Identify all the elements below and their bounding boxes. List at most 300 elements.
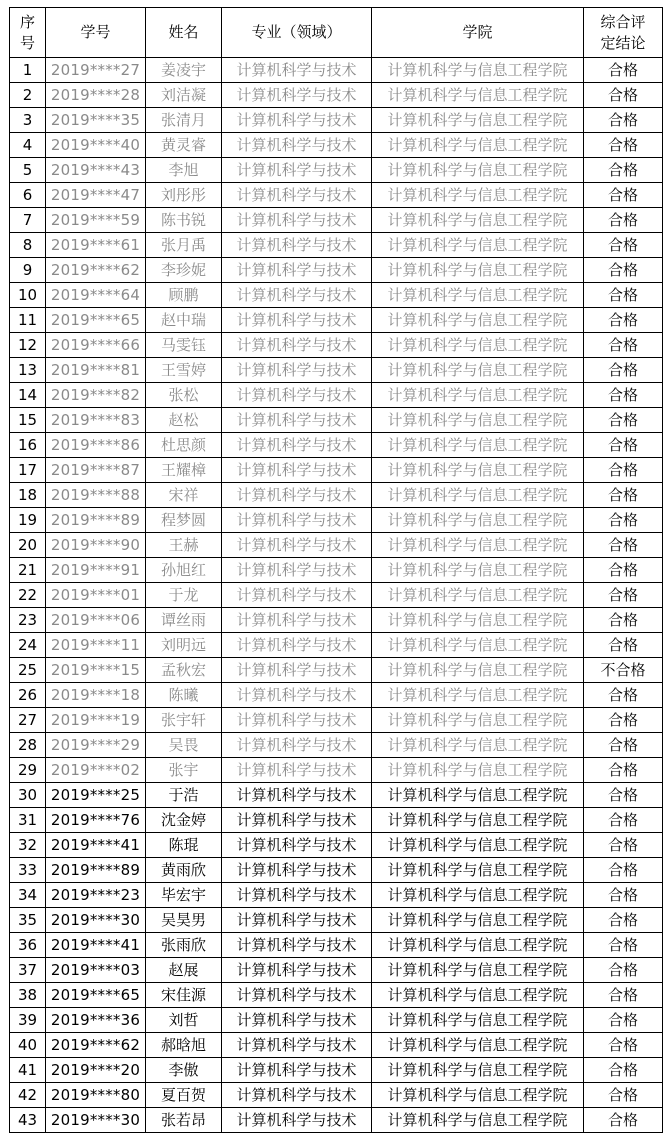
cell-college: 计算机科学与信息工程学院 [372,483,584,508]
cell-student-id: 2019****82 [46,383,146,408]
cell-name: 王耀樟 [146,458,222,483]
cell-major: 计算机科学与技术 [222,508,372,533]
cell-student-id: 2019****35 [46,108,146,133]
cell-result: 合格 [584,1058,663,1083]
table-row [10,783,663,808]
cell-name: 孙旭红 [146,558,222,583]
cell-college: 计算机科学与信息工程学院 [372,1033,584,1058]
cell-college: 计算机科学与信息工程学院 [372,783,584,808]
cell-seq: 8 [10,233,46,258]
cell-name: 王雪婷 [146,358,222,383]
cell-result: 合格 [584,508,663,533]
cell-major: 计算机科学与技术 [222,308,372,333]
cell-name: 张宇 [146,758,222,783]
cell-college: 计算机科学与信息工程学院 [372,583,584,608]
cell-seq: 28 [10,733,46,758]
cell-result: 合格 [584,458,663,483]
cell-seq: 19 [10,508,46,533]
cell-name: 吴畏 [146,733,222,758]
cell-result: 合格 [584,233,663,258]
cell-result: 合格 [584,483,663,508]
cell-student-id: 2019****90 [46,533,146,558]
cell-college: 计算机科学与信息工程学院 [372,158,584,183]
cell-seq: 39 [10,1008,46,1033]
cell-college: 计算机科学与信息工程学院 [372,258,584,283]
cell-seq: 34 [10,883,46,908]
cell-college: 计算机科学与信息工程学院 [372,1058,584,1083]
cell-student-id: 2019****25 [46,783,146,808]
cell-major: 计算机科学与技术 [222,483,372,508]
cell-result: 合格 [584,958,663,983]
cell-major: 计算机科学与技术 [222,933,372,958]
cell-major: 计算机科学与技术 [222,1033,372,1058]
cell-college: 计算机科学与信息工程学院 [372,283,584,308]
cell-major: 计算机科学与技术 [222,958,372,983]
cell-name: 赵展 [146,958,222,983]
cell-seq: 13 [10,358,46,383]
cell-student-id: 2019****91 [46,558,146,583]
cell-major: 计算机科学与技术 [222,833,372,858]
cell-major: 计算机科学与技术 [222,708,372,733]
cell-result: 合格 [584,933,663,958]
cell-student-id: 2019****27 [46,58,146,83]
table-row [10,733,663,758]
cell-major: 计算机科学与技术 [222,283,372,308]
cell-college: 计算机科学与信息工程学院 [372,608,584,633]
cell-student-id: 2019****81 [46,358,146,383]
cell-major: 计算机科学与技术 [222,358,372,383]
cell-seq: 2 [10,83,46,108]
cell-college: 计算机科学与信息工程学院 [372,833,584,858]
cell-seq: 26 [10,683,46,708]
cell-name: 杜思颜 [146,433,222,458]
cell-college: 计算机科学与信息工程学院 [372,383,584,408]
cell-major: 计算机科学与技术 [222,683,372,708]
cell-student-id: 2019****28 [46,83,146,108]
table-row [10,708,663,733]
cell-name: 李珍妮 [146,258,222,283]
cell-college: 计算机科学与信息工程学院 [372,658,584,683]
cell-college: 计算机科学与信息工程学院 [372,633,584,658]
cell-student-id: 2019****01 [46,583,146,608]
cell-result: 合格 [584,558,663,583]
cell-name: 陈曦 [146,683,222,708]
cell-result: 合格 [584,433,663,458]
cell-result: 合格 [584,908,663,933]
cell-name: 陈书锐 [146,208,222,233]
table-row [10,858,663,883]
table-row [10,383,663,408]
cell-name: 李旭 [146,158,222,183]
table-row [10,958,663,983]
cell-seq: 4 [10,133,46,158]
cell-name: 马雯钰 [146,333,222,358]
cell-major: 计算机科学与技术 [222,383,372,408]
table-row [10,683,663,708]
cell-name: 刘哲 [146,1008,222,1033]
header-row [10,8,663,58]
cell-name: 张若昂 [146,1108,222,1133]
cell-major: 计算机科学与技术 [222,133,372,158]
cell-student-id: 2019****65 [46,983,146,1008]
table-row [10,308,663,333]
cell-seq: 42 [10,1083,46,1108]
table-row [10,433,663,458]
cell-student-id: 2019****62 [46,258,146,283]
cell-major: 计算机科学与技术 [222,1083,372,1108]
cell-seq: 6 [10,183,46,208]
cell-college: 计算机科学与信息工程学院 [372,433,584,458]
cell-major: 计算机科学与技术 [222,608,372,633]
table-row [10,158,663,183]
cell-name: 于龙 [146,583,222,608]
cell-seq: 14 [10,383,46,408]
cell-student-id: 2019****43 [46,158,146,183]
cell-college: 计算机科学与信息工程学院 [372,183,584,208]
cell-result: 合格 [584,358,663,383]
cell-major: 计算机科学与技术 [222,733,372,758]
cell-major: 计算机科学与技术 [222,1008,372,1033]
cell-major: 计算机科学与技术 [222,158,372,183]
cell-name: 孟秋宏 [146,658,222,683]
cell-college: 计算机科学与信息工程学院 [372,933,584,958]
table-row [10,483,663,508]
header-result-line-1: 综合评 [600,12,646,31]
cell-result: 合格 [584,258,663,283]
cell-name: 沈金婷 [146,808,222,833]
cell-major: 计算机科学与技术 [222,58,372,83]
cell-major: 计算机科学与技术 [222,533,372,558]
cell-major: 计算机科学与技术 [222,1108,372,1133]
cell-college: 计算机科学与信息工程学院 [372,683,584,708]
cell-result: 合格 [584,408,663,433]
cell-seq: 23 [10,608,46,633]
cell-college: 计算机科学与信息工程学院 [372,858,584,883]
header-result-line-2: 定结论 [600,33,646,52]
cell-seq: 27 [10,708,46,733]
cell-student-id: 2019****88 [46,483,146,508]
cell-college: 计算机科学与信息工程学院 [372,333,584,358]
cell-name: 程梦圆 [146,508,222,533]
cell-seq: 20 [10,533,46,558]
cell-student-id: 2019****76 [46,808,146,833]
cell-result: 合格 [584,758,663,783]
cell-college: 计算机科学与信息工程学院 [372,708,584,733]
cell-seq: 31 [10,808,46,833]
cell-college: 计算机科学与信息工程学院 [372,883,584,908]
cell-result: 合格 [584,883,663,908]
table-row [10,283,663,308]
table-row [10,808,663,833]
cell-major: 计算机科学与技术 [222,983,372,1008]
cell-student-id: 2019****83 [46,408,146,433]
cell-student-id: 2019****41 [46,933,146,958]
cell-major: 计算机科学与技术 [222,883,372,908]
table-row [10,1083,663,1108]
table-row [10,658,663,683]
cell-result: 合格 [584,708,663,733]
cell-result: 合格 [584,133,663,158]
cell-major: 计算机科学与技术 [222,808,372,833]
cell-college: 计算机科学与信息工程学院 [372,958,584,983]
cell-seq: 10 [10,283,46,308]
cell-result: 合格 [584,1108,663,1133]
cell-college: 计算机科学与信息工程学院 [372,1083,584,1108]
cell-college: 计算机科学与信息工程学院 [372,733,584,758]
cell-result: 合格 [584,108,663,133]
table-row [10,133,663,158]
cell-college: 计算机科学与信息工程学院 [372,208,584,233]
cell-major: 计算机科学与技术 [222,858,372,883]
cell-student-id: 2019****62 [46,1033,146,1058]
cell-seq: 43 [10,1108,46,1133]
cell-name: 张清月 [146,108,222,133]
table-row [10,908,663,933]
table-row [10,1108,663,1133]
cell-student-id: 2019****64 [46,283,146,308]
cell-result: 合格 [584,1008,663,1033]
cell-name: 王赫 [146,533,222,558]
cell-college: 计算机科学与信息工程学院 [372,83,584,108]
cell-student-id: 2019****03 [46,958,146,983]
cell-student-id: 2019****86 [46,433,146,458]
cell-name: 毕宏宇 [146,883,222,908]
cell-seq: 9 [10,258,46,283]
table-row [10,933,663,958]
cell-college: 计算机科学与信息工程学院 [372,983,584,1008]
cell-name: 刘洁凝 [146,83,222,108]
cell-result: 合格 [584,833,663,858]
cell-name: 顾鹏 [146,283,222,308]
table-row [10,1033,663,1058]
table-row [10,983,663,1008]
cell-seq: 24 [10,633,46,658]
cell-result: 合格 [584,983,663,1008]
cell-college: 计算机科学与信息工程学院 [372,508,584,533]
cell-student-id: 2019****20 [46,1058,146,1083]
table-row [10,83,663,108]
cell-name: 刘彤彤 [146,183,222,208]
cell-major: 计算机科学与技术 [222,333,372,358]
cell-student-id: 2019****89 [46,858,146,883]
cell-student-id: 2019****11 [46,633,146,658]
cell-name: 刘明远 [146,633,222,658]
cell-college: 计算机科学与信息工程学院 [372,408,584,433]
table-row [10,183,663,208]
cell-seq: 40 [10,1033,46,1058]
cell-college: 计算机科学与信息工程学院 [372,458,584,483]
cell-name: 黄灵睿 [146,133,222,158]
cell-student-id: 2019****89 [46,508,146,533]
header-seq-line-2: 号 [19,33,35,52]
cell-result: 合格 [584,533,663,558]
cell-major: 计算机科学与技术 [222,458,372,483]
cell-student-id: 2019****61 [46,233,146,258]
table-row [10,358,663,383]
cell-name: 宋祥 [146,483,222,508]
table-row [10,1058,663,1083]
cell-major: 计算机科学与技术 [222,658,372,683]
cell-result: 合格 [584,183,663,208]
cell-seq: 16 [10,433,46,458]
cell-college: 计算机科学与信息工程学院 [372,758,584,783]
cell-student-id: 2019****47 [46,183,146,208]
cell-seq: 3 [10,108,46,133]
cell-name: 张松 [146,383,222,408]
cell-student-id: 2019****06 [46,608,146,633]
cell-result: 合格 [584,333,663,358]
cell-result: 合格 [584,783,663,808]
cell-seq: 33 [10,858,46,883]
table-row [10,208,663,233]
cell-major: 计算机科学与技术 [222,758,372,783]
cell-college: 计算机科学与信息工程学院 [372,58,584,83]
cell-student-id: 2019****65 [46,308,146,333]
cell-result: 合格 [584,583,663,608]
cell-student-id: 2019****29 [46,733,146,758]
header-major: 专业（领域） [222,8,372,58]
cell-name: 谭丝雨 [146,608,222,633]
cell-result: 合格 [584,1083,663,1108]
cell-result: 合格 [584,58,663,83]
cell-seq: 22 [10,583,46,608]
cell-name: 宋佳源 [146,983,222,1008]
cell-college: 计算机科学与信息工程学院 [372,1108,584,1133]
table-row [10,758,663,783]
table-row [10,508,663,533]
cell-result: 合格 [584,308,663,333]
cell-seq: 12 [10,333,46,358]
cell-student-id: 2019****23 [46,883,146,908]
cell-major: 计算机科学与技术 [222,633,372,658]
header-result [584,8,663,58]
table-row [10,608,663,633]
cell-seq: 21 [10,558,46,583]
cell-seq: 41 [10,1058,46,1083]
cell-major: 计算机科学与技术 [222,83,372,108]
table-row [10,258,663,283]
cell-college: 计算机科学与信息工程学院 [372,308,584,333]
header-seq-line-1: 序 [19,12,35,31]
cell-college: 计算机科学与信息工程学院 [372,908,584,933]
cell-college: 计算机科学与信息工程学院 [372,808,584,833]
cell-result: 合格 [584,858,663,883]
table-row [10,458,663,483]
table-row [10,633,663,658]
cell-major: 计算机科学与技术 [222,783,372,808]
cell-student-id: 2019****59 [46,208,146,233]
cell-name: 张宇轩 [146,708,222,733]
cell-major: 计算机科学与技术 [222,1058,372,1083]
cell-name: 黄雨欣 [146,858,222,883]
cell-college: 计算机科学与信息工程学院 [372,1008,584,1033]
cell-seq: 30 [10,783,46,808]
cell-major: 计算机科学与技术 [222,208,372,233]
cell-name: 吴昊男 [146,908,222,933]
table-row [10,1008,663,1033]
header-college: 学院 [372,8,584,58]
cell-major: 计算机科学与技术 [222,408,372,433]
cell-result: 合格 [584,608,663,633]
cell-student-id: 2019****41 [46,833,146,858]
cell-name: 夏百贺 [146,1083,222,1108]
table-header [10,8,663,58]
cell-seq: 35 [10,908,46,933]
cell-student-id: 2019****40 [46,133,146,158]
cell-result: 合格 [584,733,663,758]
cell-seq: 38 [10,983,46,1008]
cell-result: 合格 [584,683,663,708]
cell-major: 计算机科学与技术 [222,908,372,933]
cell-seq: 17 [10,458,46,483]
cell-college: 计算机科学与信息工程学院 [372,233,584,258]
header-name: 姓名 [146,8,222,58]
table-body [10,58,663,1133]
table-row [10,58,663,83]
cell-seq: 11 [10,308,46,333]
cell-result: 合格 [584,383,663,408]
cell-seq: 32 [10,833,46,858]
cell-major: 计算机科学与技术 [222,583,372,608]
cell-name: 姜凌宇 [146,58,222,83]
cell-seq: 15 [10,408,46,433]
cell-name: 张雨欣 [146,933,222,958]
cell-seq: 36 [10,933,46,958]
cell-name: 赵松 [146,408,222,433]
cell-college: 计算机科学与信息工程学院 [372,358,584,383]
cell-result: 合格 [584,1033,663,1058]
cell-student-id: 2019****66 [46,333,146,358]
cell-result: 不合格 [584,658,663,683]
cell-result: 合格 [584,283,663,308]
cell-result: 合格 [584,83,663,108]
cell-name: 陈琨 [146,833,222,858]
cell-student-id: 2019****15 [46,658,146,683]
cell-name: 赵中瑞 [146,308,222,333]
cell-name: 于浩 [146,783,222,808]
table-row [10,533,663,558]
cell-student-id: 2019****80 [46,1083,146,1108]
cell-student-id: 2019****30 [46,1108,146,1133]
cell-result: 合格 [584,158,663,183]
cell-seq: 5 [10,158,46,183]
cell-major: 计算机科学与技术 [222,433,372,458]
cell-seq: 7 [10,208,46,233]
cell-student-id: 2019****30 [46,908,146,933]
cell-result: 合格 [584,208,663,233]
cell-major: 计算机科学与技术 [222,558,372,583]
cell-name: 郝晗旭 [146,1033,222,1058]
header-student-id: 学号 [46,8,146,58]
cell-major: 计算机科学与技术 [222,108,372,133]
table-row [10,583,663,608]
cell-major: 计算机科学与技术 [222,258,372,283]
table-row [10,883,663,908]
cell-result: 合格 [584,633,663,658]
table-row [10,333,663,358]
cell-student-id: 2019****18 [46,683,146,708]
cell-college: 计算机科学与信息工程学院 [372,533,584,558]
header-seq [10,8,46,58]
cell-result: 合格 [584,808,663,833]
cell-seq: 37 [10,958,46,983]
cell-college: 计算机科学与信息工程学院 [372,108,584,133]
cell-seq: 25 [10,658,46,683]
cell-seq: 29 [10,758,46,783]
cell-seq: 1 [10,58,46,83]
cell-major: 计算机科学与技术 [222,233,372,258]
cell-student-id: 2019****36 [46,1008,146,1033]
